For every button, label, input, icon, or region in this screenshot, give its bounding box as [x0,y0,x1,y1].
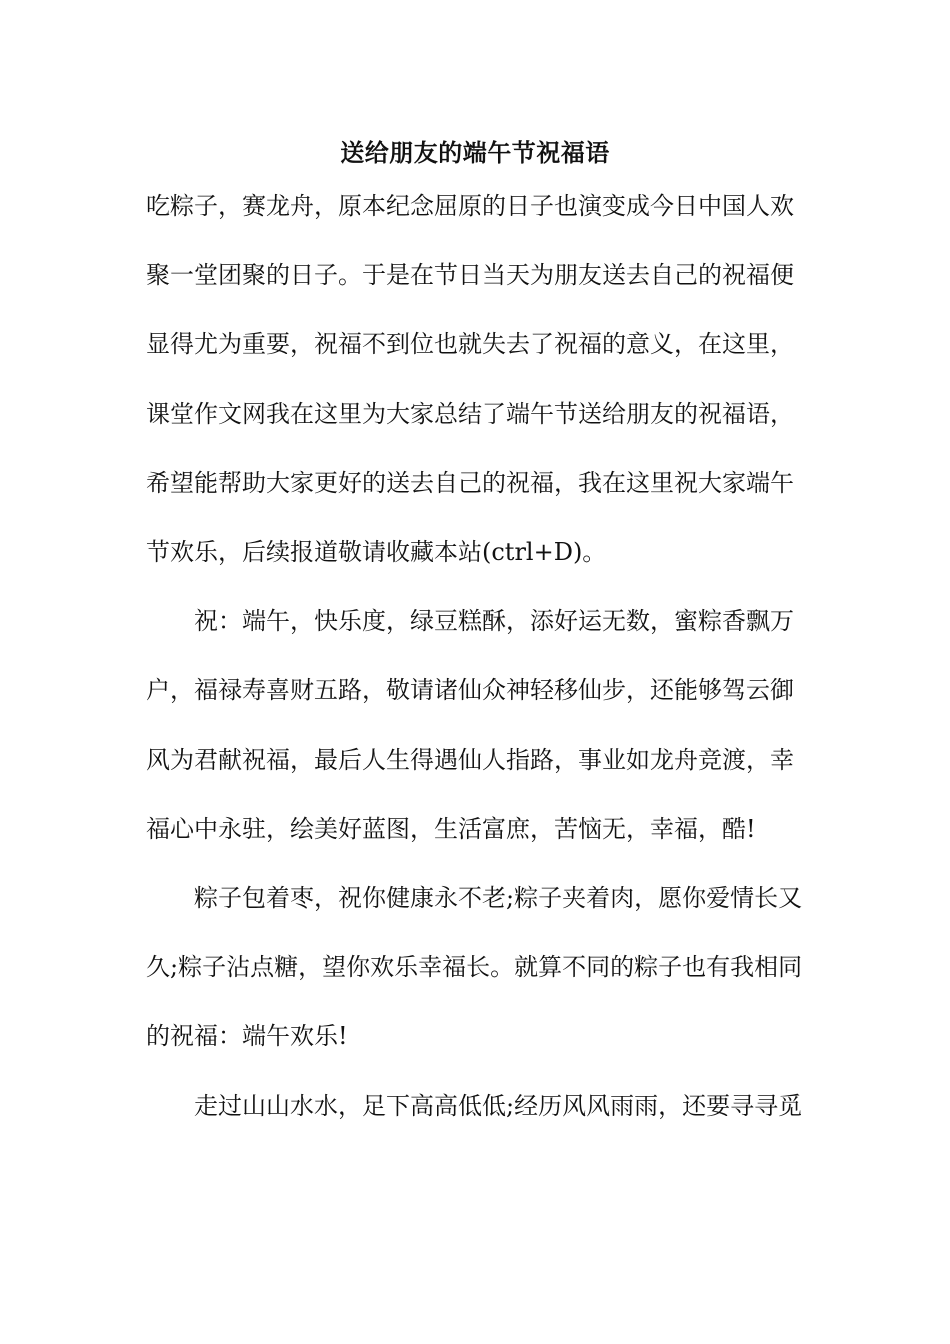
paragraph-line: 粽子包着枣，祝你健康永不老;粽子夹着肉，愿你爱情长又 [146,884,803,913]
paragraph-line: 节欢乐，后续报道敬请收藏本站(ctrl+D)。 [146,538,607,567]
paragraph-line: 久;粽子沾点糖，望你欢乐幸福长。就算不同的粽子也有我相同 [146,953,803,982]
paragraph-intro [146,172,814,587]
paragraph-line: 福心中永驻，绘美好蓝图，生活富庶，苦恼无，幸福，酷! [146,814,756,843]
paragraph-line: 户，福禄寿喜财五路，敬请诸仙众神轻移仙步，还能够驾云御 [146,676,794,705]
paragraph-line: 显得尤为重要，祝福不到位也就失去了祝福的意义，在这里， [146,330,794,359]
paragraph-line: 走过山山水水，足下高高低低;经历风风雨雨，还要寻寻觅 [146,1091,803,1120]
paragraph-line: 风为君献祝福，最后人生得遇仙人指路，事业如龙舟竞渡，幸 [146,745,794,774]
paragraph-blessing-1 [146,587,814,864]
paragraph-line: 聚一堂团聚的日子。于是在节日当天为朋友送去自己的祝福便 [146,261,794,290]
paragraph-line: 祝：端午，快乐度，绿豆糕酥，添好运无数，蜜粽香飘万 [146,607,794,636]
document-body [146,172,814,1141]
paragraph-line: 希望能帮助大家更好的送去自己的祝福，我在这里祝大家端午 [146,468,794,497]
paragraph-line: 课堂作文网我在这里为大家总结了端午节送给朋友的祝福语， [146,399,794,428]
paragraph-blessing-2 [146,864,814,1072]
document-title: 送给朋友的端午节祝福语 [340,138,610,167]
paragraph-line: 吃粽子，赛龙舟，原本纪念屈原的日子也演变成今日中国人欢 [146,192,794,220]
paragraph-line: 的祝福：端午欢乐! [146,1022,348,1051]
paragraph-blessing-3 [146,1072,814,1141]
